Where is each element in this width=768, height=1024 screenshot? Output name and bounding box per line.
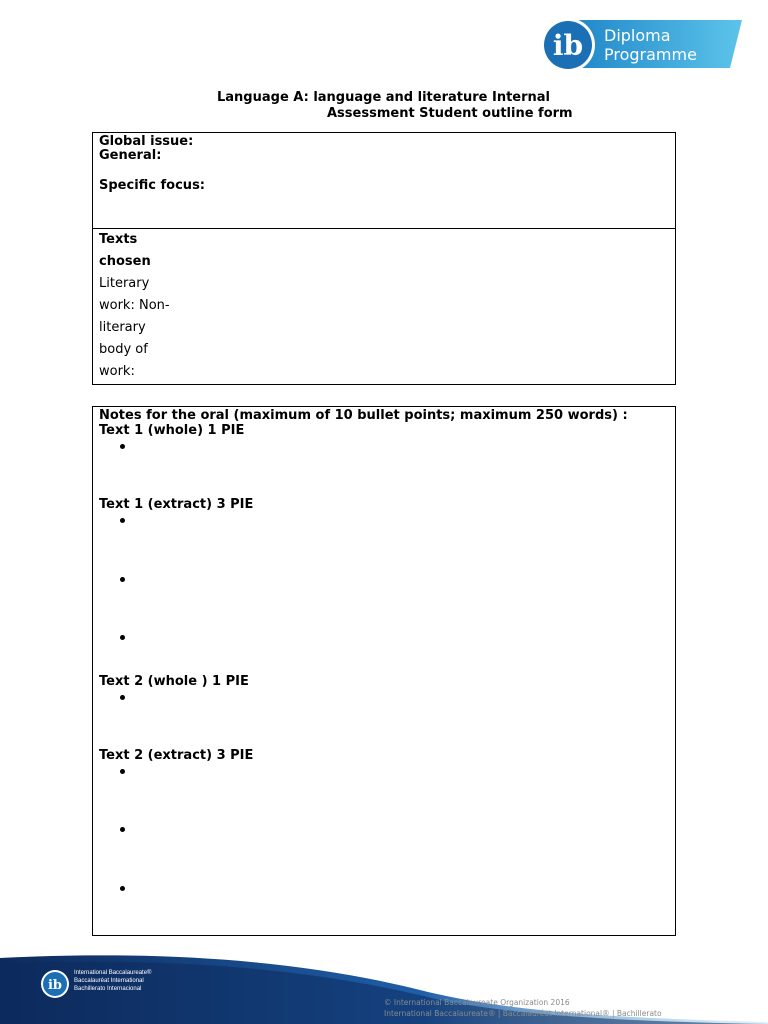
trademark-text: International Baccalaureate® | Baccalauréat International® | Bachillerato: [384, 1009, 662, 1018]
ib-logo-icon: [540, 16, 742, 74]
title-line-2: Assessment Student outline form: [327, 106, 573, 121]
texts-line: literary: [99, 320, 146, 335]
logo-letter: ib: [552, 29, 584, 62]
footer-ib-line: Bachillerato Internacional: [74, 986, 142, 992]
chosen-label: chosen: [99, 254, 151, 269]
texts-line: work:: [99, 364, 135, 379]
bullet-icon: [120, 518, 125, 523]
texts-line: Literary: [99, 276, 150, 291]
logo-line1: Diploma: [604, 26, 671, 45]
logo-line2: Programme: [604, 45, 697, 64]
footer-ib-line: Baccalauréat International: [74, 978, 144, 984]
diploma-programme-logo: [540, 16, 742, 74]
text1-whole-label: Text 1 (whole) 1 PIE: [99, 423, 245, 438]
bullet-icon: [120, 444, 125, 449]
global-issue-label: Global issue:: [99, 134, 194, 149]
texts-label: Texts: [99, 232, 138, 247]
bullet-icon: [120, 827, 125, 832]
svg-text:ib: ib: [47, 978, 63, 993]
general-label: General:: [99, 148, 162, 163]
texts-line: body of: [99, 342, 148, 357]
bullet-icon: [120, 769, 125, 774]
text1-extract-label: Text 1 (extract) 3 PIE: [99, 497, 254, 512]
global-issue-box: [92, 132, 676, 385]
notes-box: [92, 406, 676, 936]
global-issue-section: [93, 133, 675, 229]
bullet-icon: [120, 635, 125, 640]
bullet-icon: [120, 886, 125, 891]
texts-line: work: Non-: [99, 298, 170, 313]
page-footer: [0, 950, 768, 1024]
specific-focus-label: Specific focus:: [99, 178, 205, 193]
bullet-icon: [120, 577, 125, 582]
footer-ib-line: International Baccalaureate®: [74, 970, 152, 976]
bullet-icon: [120, 695, 125, 700]
notes-heading: Notes for the oral (maximum of 10 bullet points; maximum 250 words) :: [99, 408, 628, 423]
copyright-text: © International Baccalaureate Organization 2016: [384, 998, 570, 1007]
text2-extract-label: Text 2 (extract) 3 PIE: [99, 748, 254, 763]
title-line-1: Language A: language and literature Internal: [217, 90, 551, 105]
text2-whole-label: Text 2 (whole ) 1 PIE: [99, 674, 249, 689]
